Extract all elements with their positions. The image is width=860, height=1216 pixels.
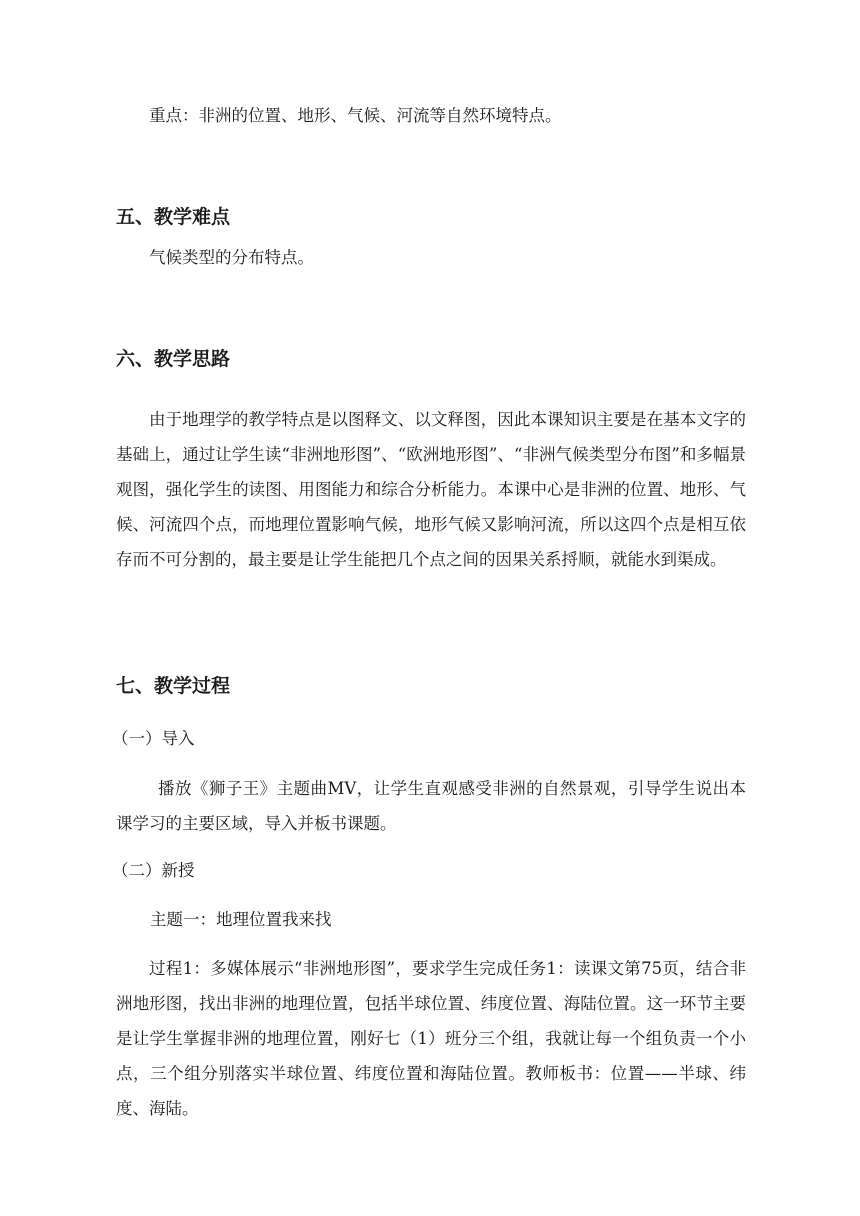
section-heading-difficulties: 五、教学难点: [116, 206, 231, 228]
difficulties-paragraph: 气候类型的分布特点。: [149, 248, 314, 267]
process-one-paragraph: 过程1：多媒体展示“非洲地形图”，要求学生完成任务1：读课文第75页，结合非洲地形图，找出非洲的地理位置，包括半球位置、纬度位置、海陆位置。这一环节主要是让学生掌握非洲的地理位置，刚好七（1）班分三个组，我就让每一个组负责一个小点，三个组分别落实半球位置、纬度位置和海陆位置。教师板书：位置——半球、纬度、海陆。: [116, 959, 746, 1118]
approach-paragraph: 由于地理学的教学特点是以图释文、以文释图，因此本课知识主要是在基本文字的基础上，通过让学生读“非洲地形图”、“欧洲地形图”、“非洲气候类型分布图”和多幅景观图，强化学生的读图、用图能力和综合分析能力。本课中心是非洲的位置、地形、气候、河流四个点，而地理位置影响气候，地形气候又影响河流，所以这四个点是相互依存而不可分割的，最主要是让学生能把几个点之间的因果关系捋顺，就能水到渠成。: [116, 410, 746, 569]
section-heading-process: 七、教学过程: [116, 675, 231, 697]
subsection-intro-heading: （一）导入: [112, 729, 195, 748]
key-points-paragraph: 重点：非洲的位置、地形、气候、河流等自然环境特点。: [149, 106, 562, 125]
intro-paragraph: 播放《狮子王》主题曲MV，让学生直观感受非洲的自然景观，引导学生说出本课学习的主要区域，导入并板书课题。: [116, 779, 746, 833]
topic-one-line: 主题一：地理位置我来找: [150, 910, 332, 929]
subsection-new-lesson-heading: （二）新授: [112, 861, 195, 880]
section-heading-approach: 六、教学思路: [116, 348, 231, 370]
